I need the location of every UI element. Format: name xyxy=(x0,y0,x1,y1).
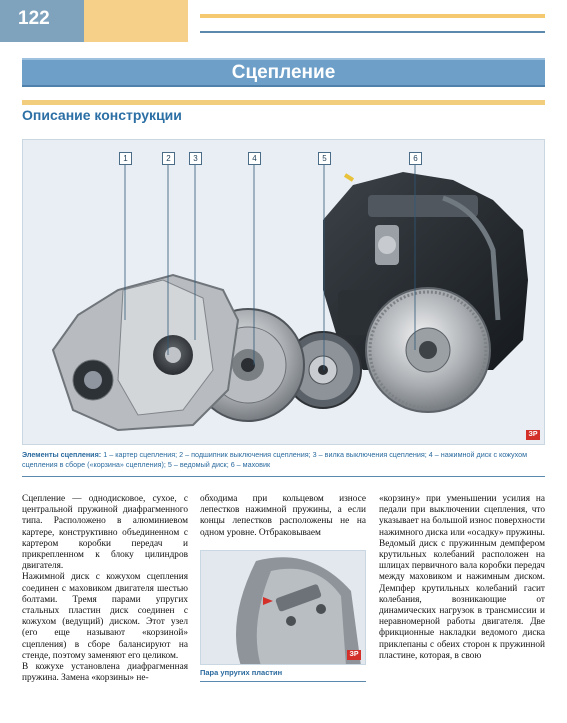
figure-caption xyxy=(22,450,545,470)
spring-plates-photo xyxy=(200,550,366,665)
callout-2: 2 xyxy=(162,152,175,165)
paragraph: Нажимной диск с кожухом сцепления соединен с маховиком двигателя шестью болтами. Тремя парами упругих стальных пластин диск соединен с кожухом (ведущий) диском. Этот узел (его еще называют «корзиной» сцепления) в сборе балансируют на стенде, поэтому заменяют его целиком. xyxy=(22,572,188,661)
flywheel xyxy=(366,288,490,412)
photo-caption: Пара упругих пластин xyxy=(200,668,283,677)
header-accent xyxy=(84,0,188,42)
paragraph: Сцепление — однодисковое, сухое, с центральной пружиной диафрагменного типа. Расположено в алюминиевом картере, конструктивно объединенном с картером коробки передач и прикрепленном к блоку цилиндров двигателя. xyxy=(22,494,188,572)
chapter-title: Сцепление xyxy=(231,62,336,83)
header-rule-bottom xyxy=(200,31,545,33)
caption-separator xyxy=(22,476,545,477)
paragraph: В кожухе установлена диафрагменная пружина. Замена «корзины» не- xyxy=(22,662,188,684)
publisher-logo: ЗР xyxy=(347,650,361,660)
header-rule-top xyxy=(200,14,545,18)
publisher-logo: ЗР xyxy=(526,430,540,440)
paragraph: обходима при кольцевом износе лепестков нажимной пружины, а если концы лепестков расположены не на одном уровне. Отбраковываем xyxy=(200,494,366,538)
callout-3: 3 xyxy=(189,152,202,165)
paragraph: «корзину» при уменьшении усилия на педали при выключении сцепления, что указывает на большой износ поверхности нажимного диска или «осадку» пружины. xyxy=(379,494,546,538)
photo-caption-rule xyxy=(200,681,366,682)
callout-4: 4 xyxy=(248,152,261,165)
figure-caption-body: 1 – картер сцепления; 2 – подшипник выключения сцепления; 3 – вилка выключения сцепления; 4 – нажимной диск с кожухом сцепления в сборе («корзина» сцепления); 5 – ведомый диск; 6 – маховик xyxy=(22,450,528,469)
page-number: 122 xyxy=(18,8,50,29)
gearbox-housing xyxy=(53,275,238,430)
paragraph: Ведомый диск с пружинным демпфером крутильных колебаний расположен на шлицах первичного вала коробки передач между маховиком и нажимным диском. Демпфер крутильных колебаний гасит колебания, возникающие от динамических нагрузок в трансмиссии и неравномерной работы двигателя. Две фрикционные накладки ведомого диска приклепаны с обеих сторон к пружинной пластине, которая, в свою xyxy=(379,538,545,661)
clutch-illustration xyxy=(23,140,545,445)
section-title: Описание конструкции xyxy=(22,107,182,123)
figure-caption-lead: Элементы сцепления: xyxy=(22,450,102,459)
spring-plates-image xyxy=(201,551,366,665)
section-rule xyxy=(22,100,545,105)
callout-6: 6 xyxy=(409,152,422,165)
clutch-exploded-figure xyxy=(22,139,545,445)
callout-1: 1 xyxy=(119,152,132,165)
text-column-1 xyxy=(22,494,188,684)
text-column-3 xyxy=(379,494,545,662)
text-column-2 xyxy=(200,494,366,539)
callout-5: 5 xyxy=(318,152,331,165)
